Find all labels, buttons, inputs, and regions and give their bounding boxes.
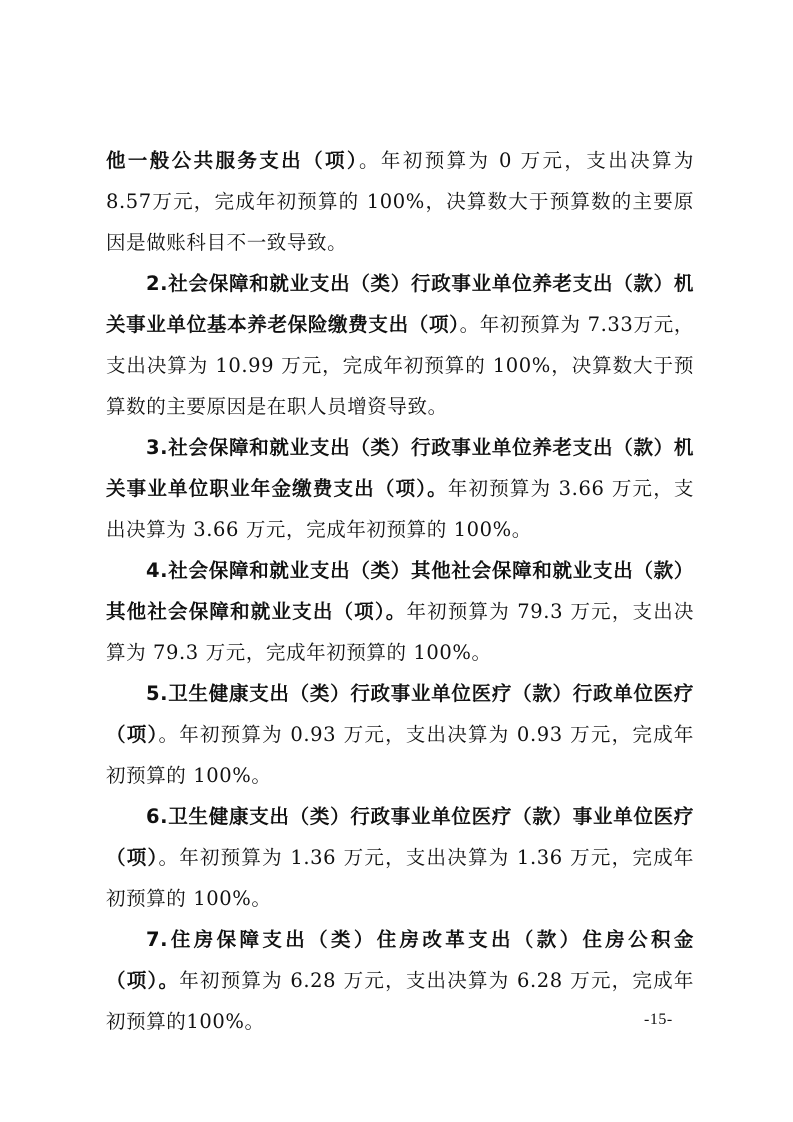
paragraph-text: 年初预算为 79.3 万元，支出决算为 79.3 万元，完成年初预算的 100%。 [106, 600, 694, 664]
paragraph-7 [106, 919, 694, 1042]
paragraph-text: 年初预算为 6.28 万元，支出决算为 6.28 万元，完成年初预算的100%。 [106, 969, 695, 1033]
paragraph-text: 。年初预算为 0 万元，支出决算为 8.57万元，完成年初预算的 100%，决算数大于预算数的主要原因是做账科目不一致导致。 [106, 149, 694, 254]
paragraph-heading: 3.社会保障和就业支出（类）行政事业单位养老支出（款）机关事业单位职业年金缴费支出（项）。 [106, 436, 694, 500]
paragraph-text: 。年初预算为 7.33万元，支出决算为 10.99 万元，完成年初预算的 100%，决算数大于预算数的主要原因是在职人员增资导致。 [106, 313, 694, 418]
page-number: -15- [644, 1011, 673, 1028]
document-body [106, 140, 694, 1042]
paragraph-4 [106, 550, 694, 673]
paragraph-heading: 4.社会保障和就业支出（类）其他社会保障和就业支出（款）其他社会保障和就业支出（项）。 [106, 559, 694, 623]
paragraph-2 [106, 263, 694, 427]
paragraph-heading: 7.住房保障支出（类）住房改革支出（款）住房公积金（项）。 [106, 928, 694, 992]
paragraph-heading: 2.社会保障和就业支出（类）行政事业单位养老支出（款）机关事业单位基本养老保险缴费支出（项） [106, 272, 694, 336]
paragraph-text: 年初预算为 3.66 万元，支出决算为 3.66 万元，完成年初预算的 100%。 [106, 477, 694, 541]
paragraph-text: 。年初预算为 0.93 万元，支出决算为 0.93 万元，完成年初预算的 100%。 [106, 723, 694, 787]
paragraph-3 [106, 427, 694, 550]
paragraph-heading: 5.卫生健康支出（类）行政事业单位医疗（款）行政单位医疗（项） [106, 682, 694, 746]
paragraph-heading: 他一般公共服务支出（项） [106, 149, 360, 172]
paragraph-6 [106, 796, 694, 919]
paragraph-1 [106, 140, 694, 263]
paragraph-heading: 6.卫生健康支出（类）行政事业单位医疗（款）事业单位医疗（项） [106, 805, 694, 869]
paragraph-5 [106, 673, 694, 796]
paragraph-text: 。年初预算为 1.36 万元，支出决算为 1.36 万元，完成年初预算的 100%。 [106, 846, 694, 910]
